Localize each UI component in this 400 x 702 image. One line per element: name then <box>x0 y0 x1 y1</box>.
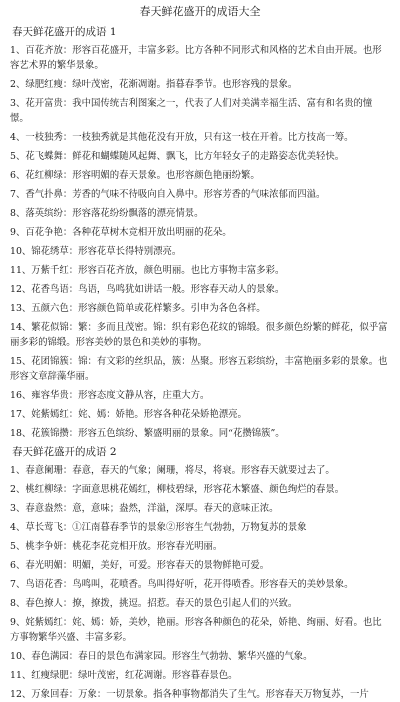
list-item: 15、花团锦簇：锦：有文彩的丝织品，簇：丛聚。形容五彩缤纷，丰富艳丽多彩的景象。也形容文章辞藻华丽。 <box>10 356 388 382</box>
section-heading: 春天鲜花盛开的成语 2 <box>12 446 117 458</box>
list-item: 11、红瘦绿肥：绿叶茂密，红花凋谢。形容暮春景色。 <box>10 670 238 681</box>
section-1 <box>10 25 390 441</box>
document-title: 春天鲜花盛开的成语大全 <box>139 5 261 18</box>
list-item: 7、鸟语花香：鸟鸣叫，花喷香。鸟叫得好听，花开得喷香。形容春天的美妙景象。 <box>10 579 354 590</box>
list-item: 6、春光明媚：明媚，美好，可爱。形容春天的景物鲜艳可爱。 <box>10 560 270 571</box>
list-item: 5、花飞蝶舞：鲜花和蝴蝶随风起舞、飘飞，比方年轻女子的走路姿态优美轻快。 <box>10 151 345 162</box>
list-item: 10、春色满园：春日的景色布满家园。形容生气勃勃、繁华兴盛的气象。 <box>10 651 313 662</box>
list-item: 17、姹紫嫣红：姹、嫣：娇艳。形容各种花朵娇艳漂亮。 <box>10 409 247 420</box>
list-item: 5、桃李争妍：桃花李花竞相开放。形容春光明丽。 <box>10 541 223 552</box>
list-item: 2、绿肥红瘦：绿叶茂密，花渐凋谢。指暮春季节。也形容残的景象。 <box>10 79 298 90</box>
list-item: 1、春意阑珊：春意，春天的气象；阑珊，将尽，将衰。形容春天就要过去了。 <box>10 465 335 476</box>
list-item: 18、花簇锦攒：形容五色缤纷、繁盛明丽的景象。同“花攒锦簇”。 <box>10 428 285 439</box>
list-item: 4、草长莺飞：①江南暮春季节的景象②形容生气勃勃，万物复苏的景象 <box>10 522 307 533</box>
section-2 <box>10 445 390 702</box>
section-heading: 春天鲜花盛开的成语 1 <box>12 26 117 38</box>
list-item: 8、落英缤纷：形容落花纷纷飘落的漂亮情景。 <box>10 208 204 219</box>
list-item: 14、繁花似锦：繁：多而且茂密。锦：织有彩色花纹的锦缎。很多颜色纷繁的鲜花，似乎富丽多彩的锦缎。形容美妙的景色和美妙的事物。 <box>10 322 388 348</box>
list-item: 4、一枝独秀：一枝独秀就是其他花没有开放，只有这一枝在开着。比方技高一筹。 <box>10 132 354 143</box>
list-item: 6、花红柳绿：形容明媚的春天景象。也形容颜色艳丽纷繁。 <box>10 170 260 181</box>
list-item: 9、百花争艳：各种花草树木竞相开放出明丽的花朵。 <box>10 227 232 238</box>
list-item: 7、香气扑鼻：芳香的气味不待吸向自入鼻中。形容芳香的气味浓郁而四溢。 <box>10 189 326 200</box>
list-item: 2、桃红柳绿：字面意思桃花嫣红，柳枝碧绿，形容花木繁盛、颜色绚烂的春景。 <box>10 484 345 495</box>
list-item: 13、五颜六色：形容颜色简单或花样繁多。引申为各色各样。 <box>10 303 266 314</box>
list-item: 16、雍容华贵：形容态度文静从容，庄重大方。 <box>10 390 210 401</box>
list-item: 9、姹紫嫣红：姹、嫣：娇，美妙，艳丽。形容各种颜色的花朵，娇艳、绚丽、好看。也比方事物繁华兴盛、丰富多彩。 <box>10 617 382 643</box>
list-item: 11、万紫千红：形容百花齐放，颜色明丽。也比方事物丰富多彩。 <box>10 265 285 276</box>
list-item: 3、花开富贵：我中国传统吉利图案之一，代表了人们对美满幸福生活、富有和名贵的憧憬。 <box>10 98 373 124</box>
list-item: 3、春意盎然：意，意味；盎然，洋溢，深厚。春天的意味正浓。 <box>10 503 279 514</box>
list-item: 12、万象回春：万象：一切景象。指各种事物都消失了生气。形容春天万物复苏，一片 <box>10 689 369 700</box>
list-item: 8、春色撩人：撩，撩拨，挑逗。招惹。春天的景色引起人们的兴致。 <box>10 598 298 609</box>
list-item: 12、花香鸟语：鸟语，鸟鸣犹如讲话一般。形容春天动人的景象。 <box>10 284 285 295</box>
list-item: 1、百花齐放：形容百花盛开，丰富多彩。比方各种不同形式和风格的艺术自由开展。也形容艺术界的繁华景象。 <box>10 45 382 71</box>
list-item: 10、锦花绣草：形容花草长得特别漂亮。 <box>10 246 182 257</box>
